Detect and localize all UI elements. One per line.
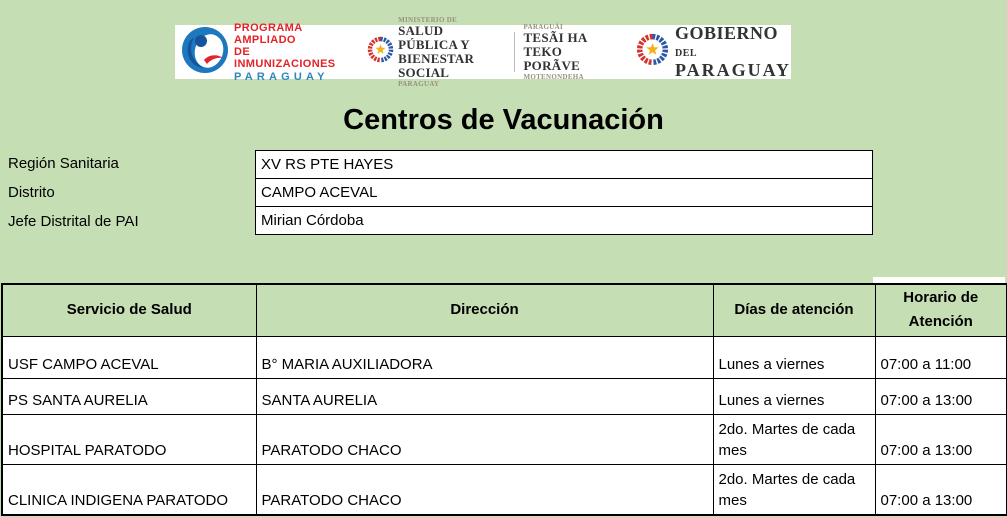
table-row [2,378,1007,414]
cell-horario: 07:00 a 13:00 [875,414,1007,464]
cell-direccion: SANTA AURELIA [256,378,713,414]
table-row [2,464,1007,515]
gobierno-line2: PARAGUAY [674,60,791,80]
cell-servicio: HOSPITAL PARATODO [2,414,256,464]
jefe-distrital-field[interactable]: Mirian Córdoba [255,206,873,235]
pai-mother-child-icon [181,26,229,79]
col-header-dias: Días de atención [713,284,875,336]
guarani-motto-block [523,23,612,81]
pai-logo-line1: PROGRAMA AMPLIADO [234,21,303,46]
jefe-distrital-label: Jefe Distrital de PAI [8,213,139,230]
table-header-row [2,284,1007,336]
distrito-field[interactable]: CAMPO ACEVAL [255,178,873,207]
ministry-line1: SALUD PÚBLICA Y [398,23,470,52]
cell-dias: 2do. Martes de cada mes [713,464,875,515]
region-sanitaria-label: Región Sanitaria [8,155,119,172]
table-row [2,414,1007,464]
ministry-small-top: MINISTERIO DE [398,16,458,24]
gobierno-line1: GOBIERNO [674,23,779,43]
form-value-boxes [255,150,873,235]
col-header-servicio: Servicio de Salud [2,284,256,336]
cell-servicio: USF CAMPO ACEVAL [2,336,256,378]
guarani-line1: TESÃI HA TEKO [523,30,587,59]
pai-logo-line2: DE INMUNIZACIONES [234,45,336,70]
ministry-logo-block [367,16,502,88]
cell-dias: Lunes a viernes [713,378,875,414]
header-logo-strip [175,16,791,88]
cell-horario: 07:00 a 13:00 [875,464,1007,515]
ministry-small-bottom: PARAGUAY [398,80,440,88]
cell-dias: 2do. Martes de cada mes [713,414,875,464]
ministry-shield-icon [367,36,394,68]
cell-servicio: CLINICA INDIGENA PARATODO [2,464,256,515]
ministry-line2: BIENESTAR SOCIAL [398,51,475,80]
cell-dias: Lunes a viernes [713,336,875,378]
gobierno-shield-icon [636,33,669,71]
vaccination-centers-table [1,283,1007,516]
guarani-line2: PORÃVE [523,58,581,73]
logo-divider [514,32,515,72]
col-header-direccion: Dirección [256,284,713,336]
cell-horario: 07:00 a 11:00 [875,336,1007,378]
gobierno-del: DEL [674,48,698,59]
col-header-horario: Horario de Atención [875,284,1007,336]
gobierno-logo-block [636,25,791,79]
pai-logo-block [181,22,337,83]
table-row [2,336,1007,378]
distrito-label: Distrito [8,184,55,201]
cell-horario: 07:00 a 13:00 [875,378,1007,414]
region-sanitaria-field[interactable]: XV RS PTE HAYES [255,150,873,179]
guarani-small-top: PARAGUÁI [523,23,564,31]
page-title: Centros de Vacunación [343,104,664,136]
cell-direccion: PARATODO CHACO [256,414,713,464]
cell-servicio: PS SANTA AURELIA [2,378,256,414]
pai-logo-line3: PARAGUAY [234,70,329,83]
guarani-small-bottom: MOTENONDEHA [523,73,584,81]
cell-direccion: PARATODO CHACO [256,464,713,515]
cell-direccion: B° MARIA AUXILIADORA [256,336,713,378]
